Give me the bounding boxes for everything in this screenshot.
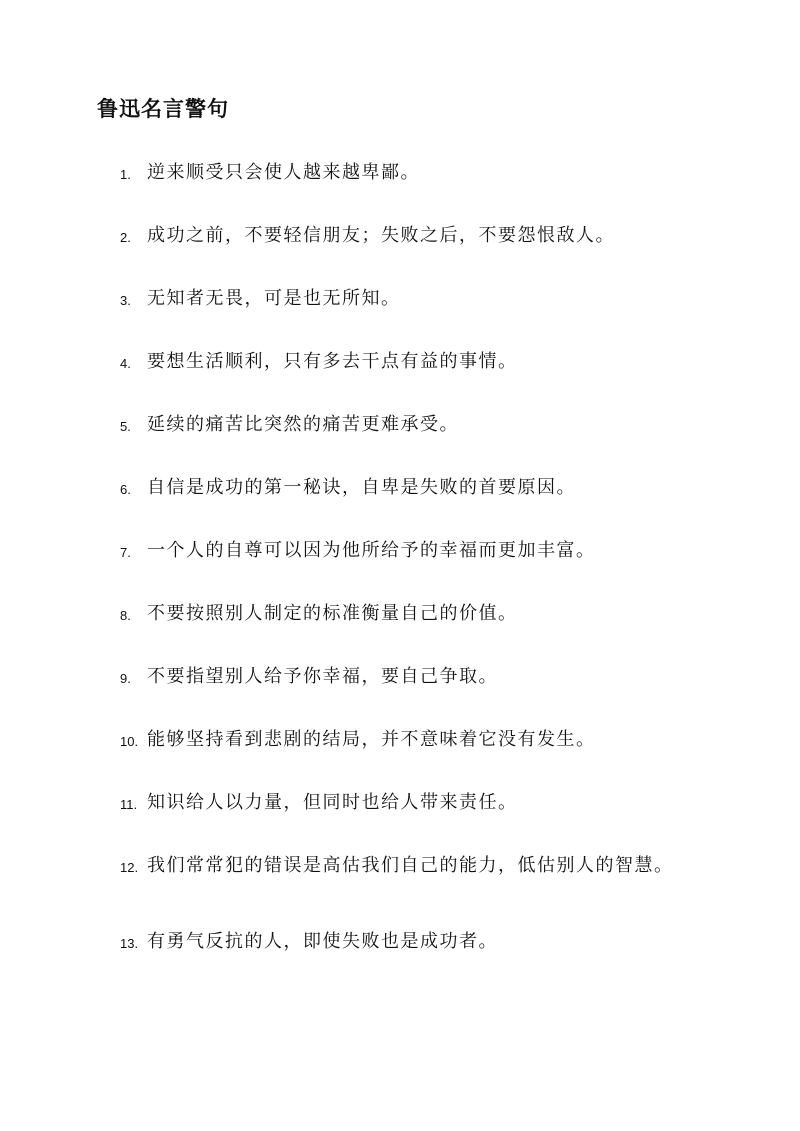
list-item bbox=[120, 927, 720, 959]
item-text: 能够坚持看到悲剧的结局，并不意味着它没有发生。 bbox=[147, 729, 596, 750]
item-number: 2. bbox=[120, 230, 131, 245]
item-text: 要想生活顺利，只有多去干点有益的事情。 bbox=[147, 351, 518, 372]
list-item bbox=[120, 158, 720, 190]
item-text: 无知者无畏，可是也无所知。 bbox=[147, 288, 401, 309]
list-item bbox=[120, 347, 720, 379]
quote-list bbox=[120, 158, 720, 990]
item-number: 4. bbox=[120, 356, 131, 371]
item-number: 6. bbox=[120, 482, 131, 497]
item-text: 不要指望别人给予你幸福，要自己争取。 bbox=[147, 666, 498, 687]
item-number: 3. bbox=[120, 293, 131, 308]
list-item bbox=[120, 221, 720, 253]
item-text: 延续的痛苦比突然的痛苦更难承受。 bbox=[147, 414, 459, 435]
list-item bbox=[120, 851, 720, 896]
item-number: 11. bbox=[120, 797, 138, 812]
item-text: 一个人的自尊可以因为他所给予的幸福而更加丰富。 bbox=[147, 540, 596, 561]
item-number: 1. bbox=[120, 167, 131, 182]
page-title: 鲁迅名言警句 bbox=[97, 97, 229, 121]
item-text: 我们常常犯的错误是高估我们自己的能力，低估别人的智慧。 bbox=[147, 855, 674, 876]
item-text: 逆来顺受只会使人越来越卑鄙。 bbox=[147, 162, 420, 183]
item-number: 12. bbox=[120, 860, 139, 875]
list-item bbox=[120, 725, 720, 757]
item-number: 8. bbox=[120, 608, 131, 623]
list-item bbox=[120, 662, 720, 694]
item-number: 13. bbox=[120, 936, 139, 951]
list-item bbox=[120, 410, 720, 442]
item-text: 不要按照别人制定的标准衡量自己的价值。 bbox=[147, 603, 518, 624]
item-text: 知识给人以力量，但同时也给人带来责任。 bbox=[147, 792, 518, 813]
item-text: 有勇气反抗的人，即使失败也是成功者。 bbox=[147, 931, 498, 952]
item-number: 7. bbox=[120, 545, 131, 560]
list-item bbox=[120, 536, 720, 568]
item-number: 10. bbox=[120, 734, 139, 749]
list-item bbox=[120, 473, 720, 505]
list-item bbox=[120, 599, 720, 631]
item-number: 9. bbox=[120, 671, 131, 686]
item-number: 5. bbox=[120, 419, 131, 434]
item-text: 成功之前，不要轻信朋友；失败之后，不要怨恨敌人。 bbox=[147, 225, 615, 246]
list-item bbox=[120, 284, 720, 316]
item-text: 自信是成功的第一秘诀，自卑是失败的首要原因。 bbox=[147, 477, 576, 498]
list-item bbox=[120, 788, 720, 820]
